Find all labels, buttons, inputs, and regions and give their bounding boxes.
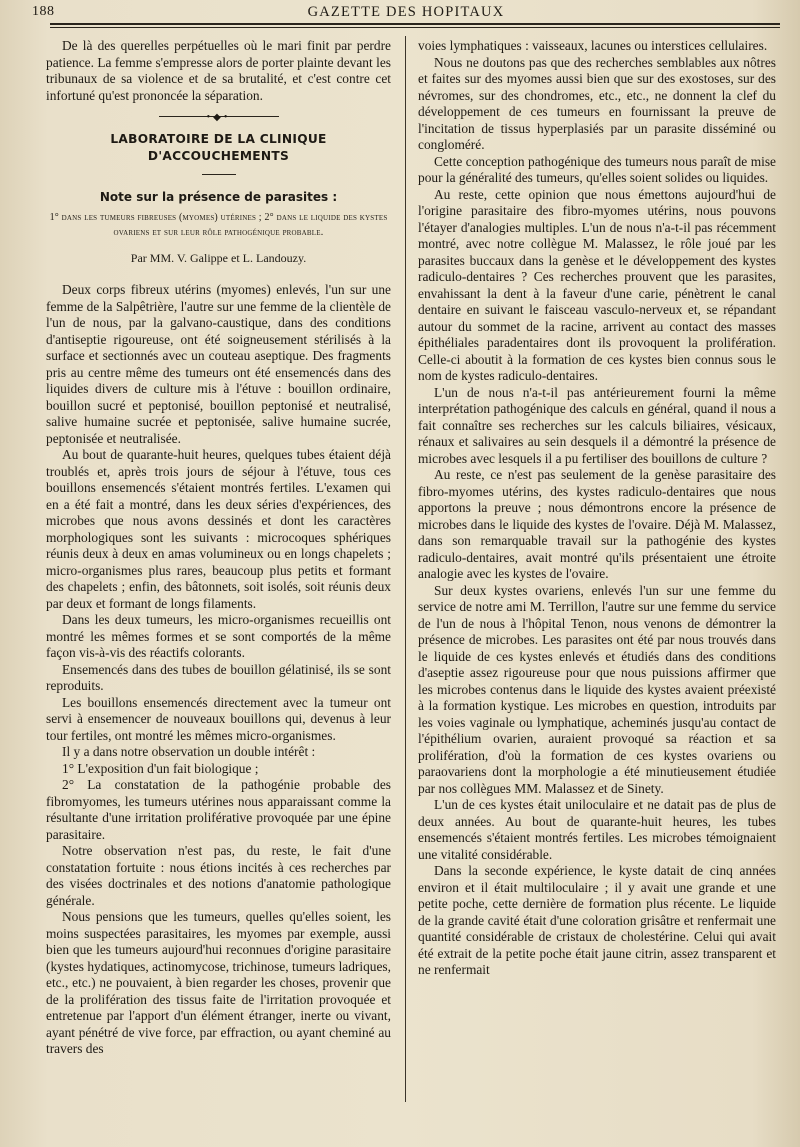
paragraph: Il y a dans notre observation un double intérêt :	[62, 744, 316, 759]
note-title: Note sur la présence de parasites :	[99, 190, 338, 204]
paragraph: Dans les deux tumeurs, les micro-organismes recueillis ont montré les mêmes formes et se sont comportés de la même façon vis-à-vis des réactifs colorants.	[46, 612, 391, 660]
page-header	[32, 0, 780, 24]
paragraph: Cette conception pathogénique des tumeurs nous paraît de mise pour la généralité des tumeurs, qu'elles soient solides ou liquides.	[418, 153, 776, 185]
header-rule-thick	[50, 23, 780, 25]
section-separator: •◆•	[46, 111, 391, 121]
paragraph: Nous pensions que les tumeurs, quelles qu'elles soient, les moins suspectées parasitaires, les myomes par exemple, aussi bien que les tumeurs aujourd'hui reconnues d'origine parasitaire (kystes hydatiques, actinomycose, trichinose, tumeurs ladriques, etc., etc.) ne pouvaient, à bien regarder les choses, provenir que de la prolifération des tissus faite de l'irritation provoquée et entretenue par l'apport d'un élément étranger, inerte ou vivant, ayant pénétré de vive force, par effraction, ou ayant cheminé au travers des	[46, 909, 391, 1056]
column-divider	[405, 36, 406, 1102]
list-item: 2° La constatation de la pathogénie probable des fibromyomes, les tumeurs utérines nous apparaissant comme la résultante d'une irritation proliférative provoquée par une épine parasitaire.	[46, 777, 391, 842]
paragraph: De là des querelles perpétuelles où le mari finit par perdre patience. La femme s'empresse alors de porter plainte devant les tribunaux de sa violence et de sa brutalité, et c'est contre cet infortuné qu'est prononcée la séparation.	[46, 38, 391, 103]
paragraph: L'un de nous n'a-t-il pas antérieurement fourni la même interprétation pathogénique des calculs en général, quand il nous a fait connaître ses recherches sur les calculs biliaires, vésicaux, rénaux et salivaires au sein desquels il a démontré la présence de microbes avec lesquels il a pu fertiliser des bouillons de culture ?	[418, 384, 776, 466]
paragraph: L'un de ces kystes était uniloculaire et ne datait pas de plus de deux années. Au bout de quarante-huit heures, les tubes ensemencés s'étaient montrés fertiles. Les microbes témoignaient une vitalité considérable.	[418, 797, 776, 862]
section-title: LABORATOIRE DE LA CLINIQUE D'ACCOUCHEMENTS	[110, 132, 327, 163]
paragraph: Au reste, cette opinion que nous émettons aujourd'hui de l'origine parasitaire des fibro-myomes utérins, nous pouvons l'étayer d'analogies multiples. L'un de nous n'a-t-il pas récemment montré, avec notre collègue M. Malassez, le rôle joué par les parasites buccaux dans la genèse et le développement des kystes radiculo-dentaires ? Ces recherches prouvent que les parasites, envahissant la dent à la faveur d'une carie, pénètrent le canal dentaire en suivant le faisceau vasculo-nerveux et, se répandant autour du sommet de la racine, arrivent au contact des masses épithéliales paradentaires dont ils provoquent la prolifération. Celle-ci aboutit à la formation de ces kystes bien connus sous le nom de kystes radiculo-dentaires.	[418, 186, 776, 383]
page-number: 188	[32, 4, 55, 19]
paragraph: Au reste, ce n'est pas seulement de la genèse parasitaire des fibro-myomes utérins, des kystes radiculo-dentaires que nous apportons la preuve ; nous démontrons encore la présence de microbes dans le liquide des kystes de l'ovaire. Déjà M. Malassez, dans son remarquable travail sur la pathogénie des kystes radiculo-dentaires, avait montré qu'ils présentaient une étroite analogie avec les kystes de l'ovaire.	[418, 467, 776, 581]
paragraph: Les bouillons ensemencés directement avec la tumeur ont servi à ensemencer de nouveaux bouillons qui, devenus à leur tour fertiles, ont montré les mêmes micro-organismes.	[46, 694, 391, 743]
paragraph: voies lymphatiques : vaisseaux, lacunes ou interstices cellulaires.	[418, 38, 768, 53]
left-column	[46, 38, 391, 1058]
paragraph: Notre observation n'est pas, du reste, le fait d'une constatation fortuite : nous étions incités à ces recherches par des visées doctrinales et des notions d'anatomie pathologique générale.	[46, 843, 391, 908]
paragraph: Sur deux kystes ovariens, enlevés l'un sur une femme du service de notre ami M. Terrillon, l'autre sur une femme du service de l'un de nous à l'hôpital Tenon, nous venons de démontrer la présence de microbes. Les parasites ont été par nous trouvés dans le liquide de ces kystes enlevés et étudiés dans des conditions d'aseptie assez rigoureuse pour que nous puissions affirmer que les microbes contenus dans le liquide des kystes avaient préexisté à la formation kystique. Les microbes en question, introduits par les voies vaginale ou lymphatique, acheminés jusqu'au contact de l'épithélium ovarien, auraient provoqué sa réaction et sa prolifération, d'où la formation de ces kystes ovariens ou paraovariens dont la morphologie a été minutieusement étudiée par nos collègues MM. Malassez et de Sinety.	[418, 582, 776, 796]
paragraph: Ensemencés dans des tubes de bouillon gélatinisé, ils se sont reproduits.	[46, 661, 391, 693]
paragraph: Au bout de quarante-huit heures, quelques tubes étaient déjà troublés et, après trois jours de séjour à l'étuve, tous ces bouillons ensemencés s'étaient montrés fertiles. L'examen qui en a été fait a montré, dans les deux séries d'expériences, des microbes que nous avons dessinés et dont les caractères morphologiques sont les suivants : microcoques sphériques réunis deux à deux en amas volumineux ou en longs chapelets ; micro-organismes plus rares, beaucoup plus petits et formant des chapelets ; enfin, des bâtonnets, soit isolés, soit réunis deux par deux et formant de longs filaments.	[46, 447, 391, 611]
note-subtitle: 1° dans les tumeurs fibreuses (myomes) utérines ; 2° dans le liquide des kystes ovariens et sur leur rôle pathogénique probable.	[49, 211, 388, 238]
authors: Par MM. V. Galippe et L. Landouzy.	[130, 250, 307, 265]
list-item: 1° L'exposition d'un fait biologique ;	[62, 760, 259, 776]
paragraph: Dans la seconde expérience, le kyste datait de cinq années environ et il était multiloculaire ; il y avait une grande et une petite poche, cette dernière de formation plus récente. Le liquide de la grande cavité était d'une coloration grisâtre et renfermait une quantité considérable de cristaux de cholestérine. Celui qui avait été extrait de la petite poche était jaune citrin, assez transparent et ne renfermait	[418, 863, 776, 977]
paragraph: Nous ne doutons pas que des recherches semblables aux nôtres et faites sur des myomes aussi bien que sur des exostoses, sur des névromes, sur des chondromes, etc., etc., ne donnent la clef du développement de ces tumeurs en fournissant la preuve de l'incitation de tissus hyperplasiés par un parasite disséminé ou congloméré.	[418, 54, 776, 152]
paragraph: Deux corps fibreux utérins (myomes) enlevés, l'un sur une femme de la Salpêtrière, l'autre sur une femme de la clientèle de l'un de nous, par la galvano-caustique, dans des conditions d'antiseptie rigoureuse, ont été soigneusement stérilisés à la surface et sectionnés avec un couteau aseptique. Des fragments pris au centre même des tumeurs ont été ensemencés dans des liquides divers de culture mis à l'étuve : bouillon ordinaire, bouillon sucré et peptonisé, bouillon peptonisé et neutralisé, salive humaine sucrée et peptonisée, salive humaine sucrée, peptonisée et neutralisée.	[46, 282, 391, 446]
right-column	[418, 38, 776, 979]
short-rule	[202, 174, 236, 175]
header-rule-thin	[50, 27, 780, 28]
running-title: GAZETTE DES HOPITAUX	[307, 4, 505, 20]
